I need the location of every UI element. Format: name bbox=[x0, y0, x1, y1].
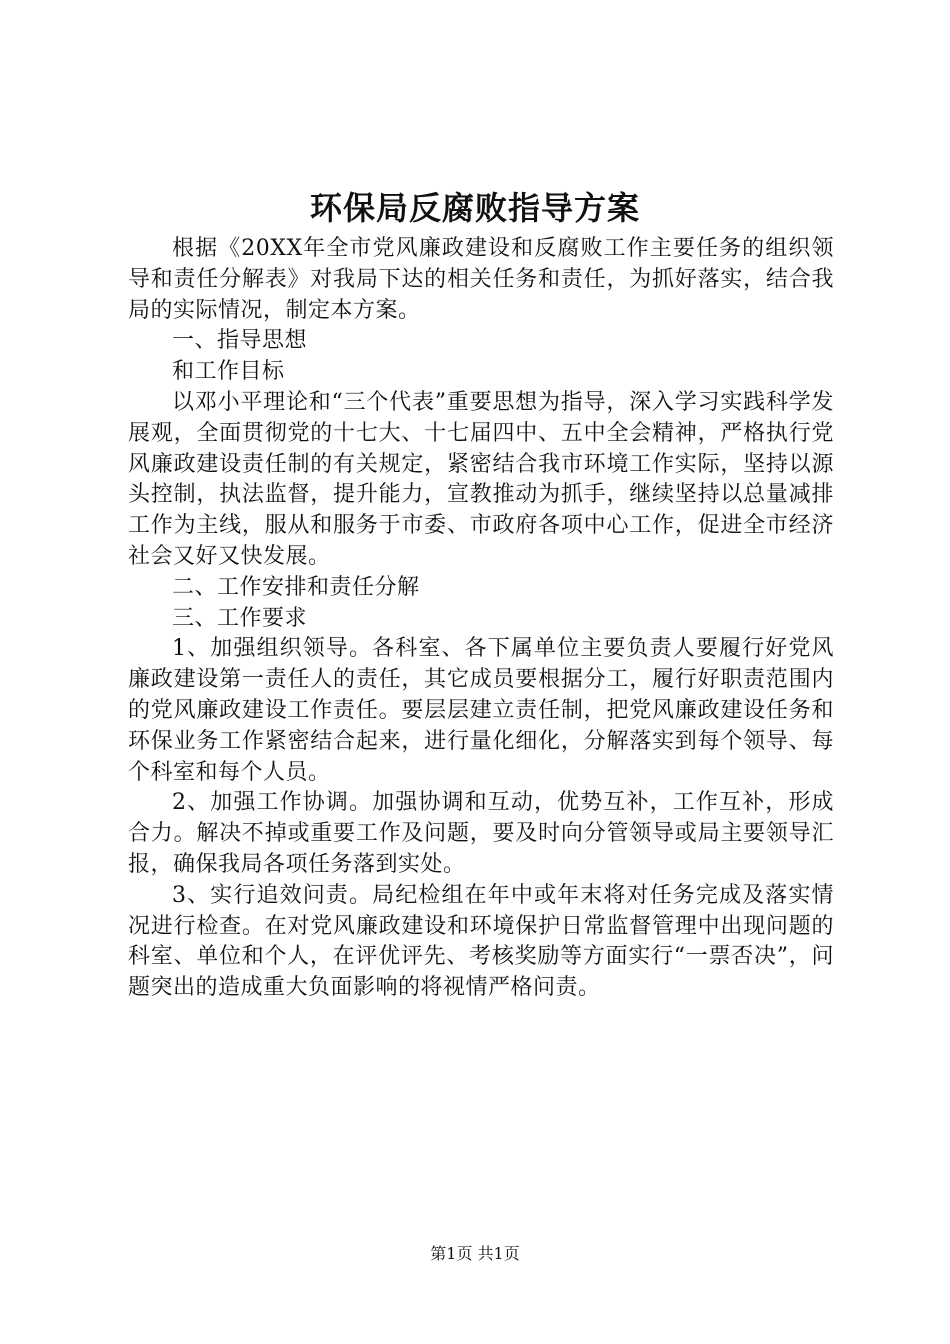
section-heading-1-continued: 和工作目标 bbox=[172, 359, 285, 385]
section-heading-3: 三、工作要求 bbox=[172, 605, 308, 631]
page-footer: 第1页 共1页 bbox=[430, 1244, 520, 1263]
document-body bbox=[128, 234, 834, 1004]
paragraph-intro: 根据《20XX年全市党风廉政建设和反腐败工作主要任务的组织领导和责任分解表》对我局下达的相关任务和责任，为抓好落实，结合我局的实际情况，制定本方案。 bbox=[128, 236, 834, 323]
section-heading-2: 二、工作安排和责任分解 bbox=[172, 574, 420, 600]
section-heading-1: 一、指导思想 bbox=[172, 328, 308, 354]
document-title: 环保局反腐败指导方案 bbox=[309, 189, 640, 227]
requirement-item-3: 3、实行追效问责。局纪检组在年中或年末将对任务完成及落实情况进行检查。在对党风廉政建设和环境保护日常监督管理中出现问题的科室、单位和个人，在评优评先、考核奖励等方面实行“一票否决”，问题突出的造成重大负面影响的将视情严格问责。 bbox=[128, 882, 834, 1001]
requirement-item-2: 2、加强工作协调。加强协调和互动，优势互补，工作互补，形成合力。解决不掉或重要工作及问题，要及时向分管领导或局主要领导汇报，确保我局各项任务落到实处。 bbox=[128, 790, 834, 877]
requirement-item-1: 1、加强组织领导。各科室、各下属单位主要负责人要履行好党风廉政建设第一责任人的责任，其它成员要根据分工，履行好职责范围内的党风廉政建设工作责任。要层层建立责任制，把党风廉政建设任务和环保业务工作紧密结合起来，进行量化细化，分解落实到每个领导、每个科室和每个人员。 bbox=[128, 636, 834, 785]
paragraph-guiding-thought: 以邓小平理论和“三个代表”重要思想为指导，深入学习实践科学发展观，全面贯彻党的十七大、十七届四中、五中全会精神，严格执行党风廉政建设责任制的有关规定，紧密结合我市环境工作实际，坚持以源头控制，执法监督，提升能力，宣教推动为抓手，继续坚持以总量减排工作为主线，服从和服务于市委、市政府各项中心工作，促进全市经济社会又好又快发展。 bbox=[128, 389, 834, 569]
